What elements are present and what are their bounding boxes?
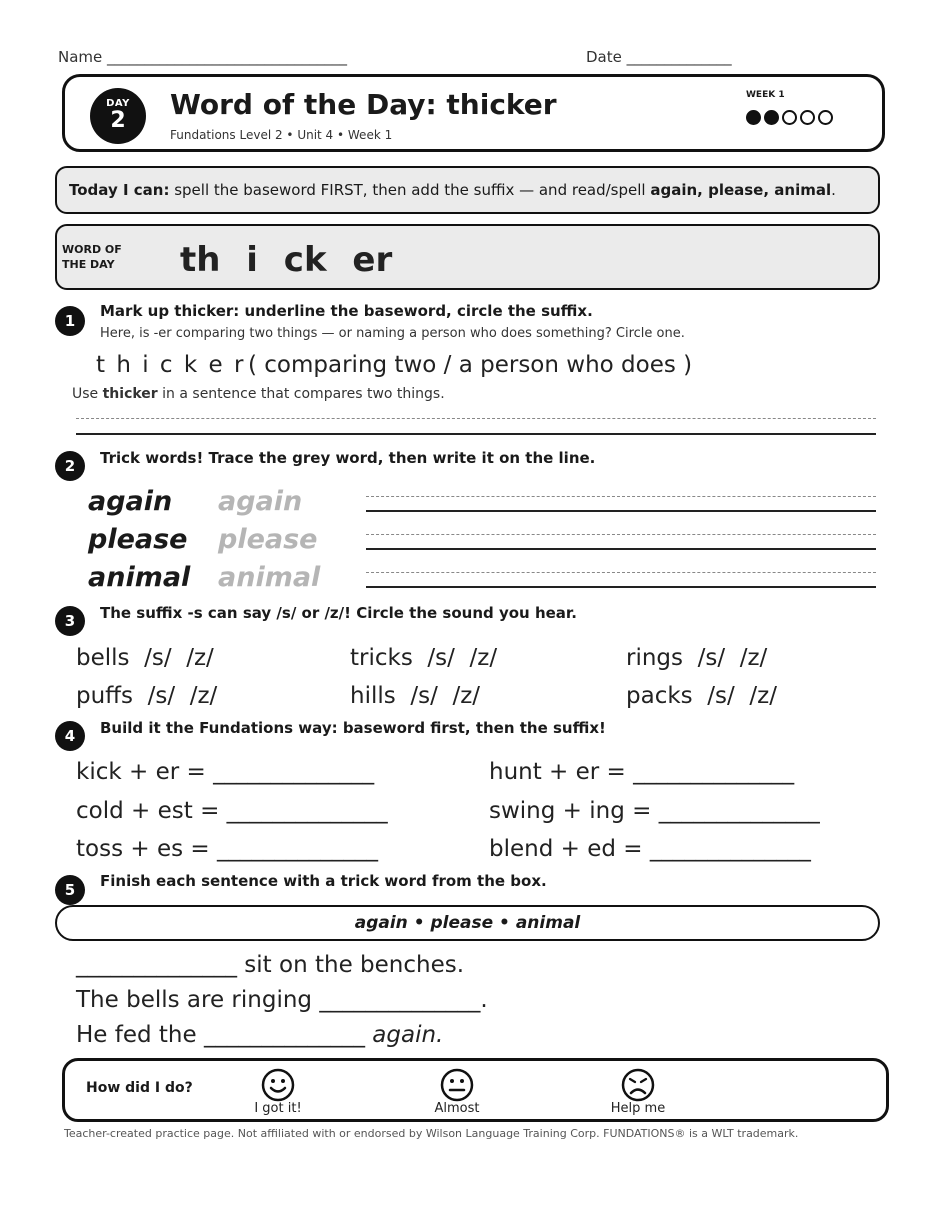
build-item[interactable]: hunt + er = ______________ <box>489 759 795 785</box>
trick-word-box: again • please • animal <box>55 905 880 941</box>
self-check-question: How did I do? <box>86 1080 193 1096</box>
writing-line-dashed <box>366 496 876 497</box>
build-item[interactable]: blend + ed = ______________ <box>489 836 811 862</box>
word-of-day-box <box>55 224 880 290</box>
today-lead: Today I can: <box>69 181 170 199</box>
feedback-label-almost: Almost <box>434 1101 480 1116</box>
writing-line[interactable] <box>366 586 876 588</box>
section-3-number: 3 <box>55 606 85 636</box>
date-field: Date ______________ <box>586 48 732 66</box>
section-4-title: Build it the Fundations way: baseword first, then the suffix! <box>100 719 606 737</box>
writing-line[interactable] <box>76 433 876 435</box>
prompt-post: in a sentence that compares two things. <box>157 386 445 402</box>
section-1-word: t h i c k e r <box>96 352 246 378</box>
feedback-label-help-me: Help me <box>610 1101 666 1116</box>
writing-line[interactable] <box>366 510 876 512</box>
sentence-2[interactable]: The bells are ringing ______________. <box>76 987 488 1013</box>
writing-line-dashed <box>366 572 876 573</box>
today-end: . <box>831 181 836 199</box>
sound-item[interactable]: puffs /s/ /z/ <box>76 683 218 709</box>
day-label: DAY <box>106 98 130 109</box>
name-field: Name ________________________________ <box>58 48 348 66</box>
wotd-label-line2: THE DAY <box>62 258 115 271</box>
progress-dot <box>782 110 797 125</box>
trace-word: animal <box>218 562 321 593</box>
day-badge <box>90 88 146 144</box>
sad-face-icon[interactable] <box>621 1068 655 1102</box>
page-subtitle: Fundations Level 2 • Unit 4 • Week 1 <box>170 128 393 142</box>
progress-dot <box>764 110 779 125</box>
today-text: spell the baseword FIRST, then add the suffix — and read/spell <box>169 181 651 199</box>
word-of-day-label <box>62 242 122 272</box>
writing-line[interactable] <box>366 548 876 550</box>
section-1-choices[interactable]: ( comparing two / a person who does ) <box>248 352 693 378</box>
sound-item[interactable]: bells /s/ /z/ <box>76 645 214 671</box>
section-5-number: 5 <box>55 875 85 905</box>
build-item[interactable]: swing + ing = ______________ <box>489 798 820 824</box>
sentence-3[interactable] <box>76 1022 443 1048</box>
prompt-pre: Use <box>72 386 103 402</box>
sound-item[interactable]: tricks /s/ /z/ <box>350 645 498 671</box>
prompt-word: thicker <box>102 386 158 402</box>
section-2-number: 2 <box>55 451 85 481</box>
neutral-face-icon[interactable] <box>440 1068 474 1102</box>
section-2-title: Trick words! Trace the grey word, then write it on the line. <box>100 449 596 467</box>
week-label: WEEK 1 <box>746 90 785 100</box>
today-words: again, please, animal <box>650 181 832 199</box>
trick-word: please <box>88 524 188 555</box>
week-progress <box>746 110 833 125</box>
writing-line-dashed <box>366 534 876 535</box>
section-1-note: Here, is -er comparing two things — or naming a person who does something? Circle one. <box>100 326 685 341</box>
build-item[interactable]: cold + est = ______________ <box>76 798 388 824</box>
section-1-title: Mark up thicker: underline the baseword, circle the suffix. <box>100 302 593 320</box>
sentence-1[interactable]: ______________ sit on the benches. <box>76 952 465 978</box>
trick-word: again <box>88 486 173 517</box>
wotd-label-line1: WORD OF <box>62 243 122 256</box>
page-title: Word of the Day: thicker <box>170 88 557 121</box>
build-item[interactable]: toss + es = ______________ <box>76 836 378 862</box>
sound-item[interactable]: packs /s/ /z/ <box>626 683 777 709</box>
sentence-3-text: He fed the ______________ <box>76 1022 373 1048</box>
section-1-number: 1 <box>55 306 85 336</box>
word-of-day-word: th i ck er <box>180 240 393 280</box>
progress-dot <box>746 110 761 125</box>
trace-word: please <box>218 524 318 555</box>
smile-face-icon[interactable] <box>261 1068 295 1102</box>
section-3-title: The suffix -s can say /s/ or /z/! Circle the sound you hear. <box>100 604 577 622</box>
sound-item[interactable]: rings /s/ /z/ <box>626 645 768 671</box>
section-1-prompt <box>72 386 445 402</box>
section-4-number: 4 <box>55 721 85 751</box>
today-i-can-box <box>55 166 880 214</box>
progress-dot <box>800 110 815 125</box>
day-number: 2 <box>110 108 126 133</box>
footer-disclaimer: Teacher-created practice page. Not affiliated with or endorsed by Wilson Language Training Corp. FUNDATIONS® is a WLT trademark. <box>64 1127 799 1140</box>
feedback-label-got-it: I got it! <box>254 1101 302 1116</box>
build-item[interactable]: kick + er = ______________ <box>76 759 375 785</box>
section-5-title: Finish each sentence with a trick word from the box. <box>100 872 547 890</box>
sentence-3-end: again. <box>372 1022 444 1048</box>
progress-dot <box>818 110 833 125</box>
trace-word: again <box>218 486 303 517</box>
sound-item[interactable]: hills /s/ /z/ <box>350 683 481 709</box>
writing-line-dashed <box>76 418 876 419</box>
trick-word: animal <box>88 562 191 593</box>
